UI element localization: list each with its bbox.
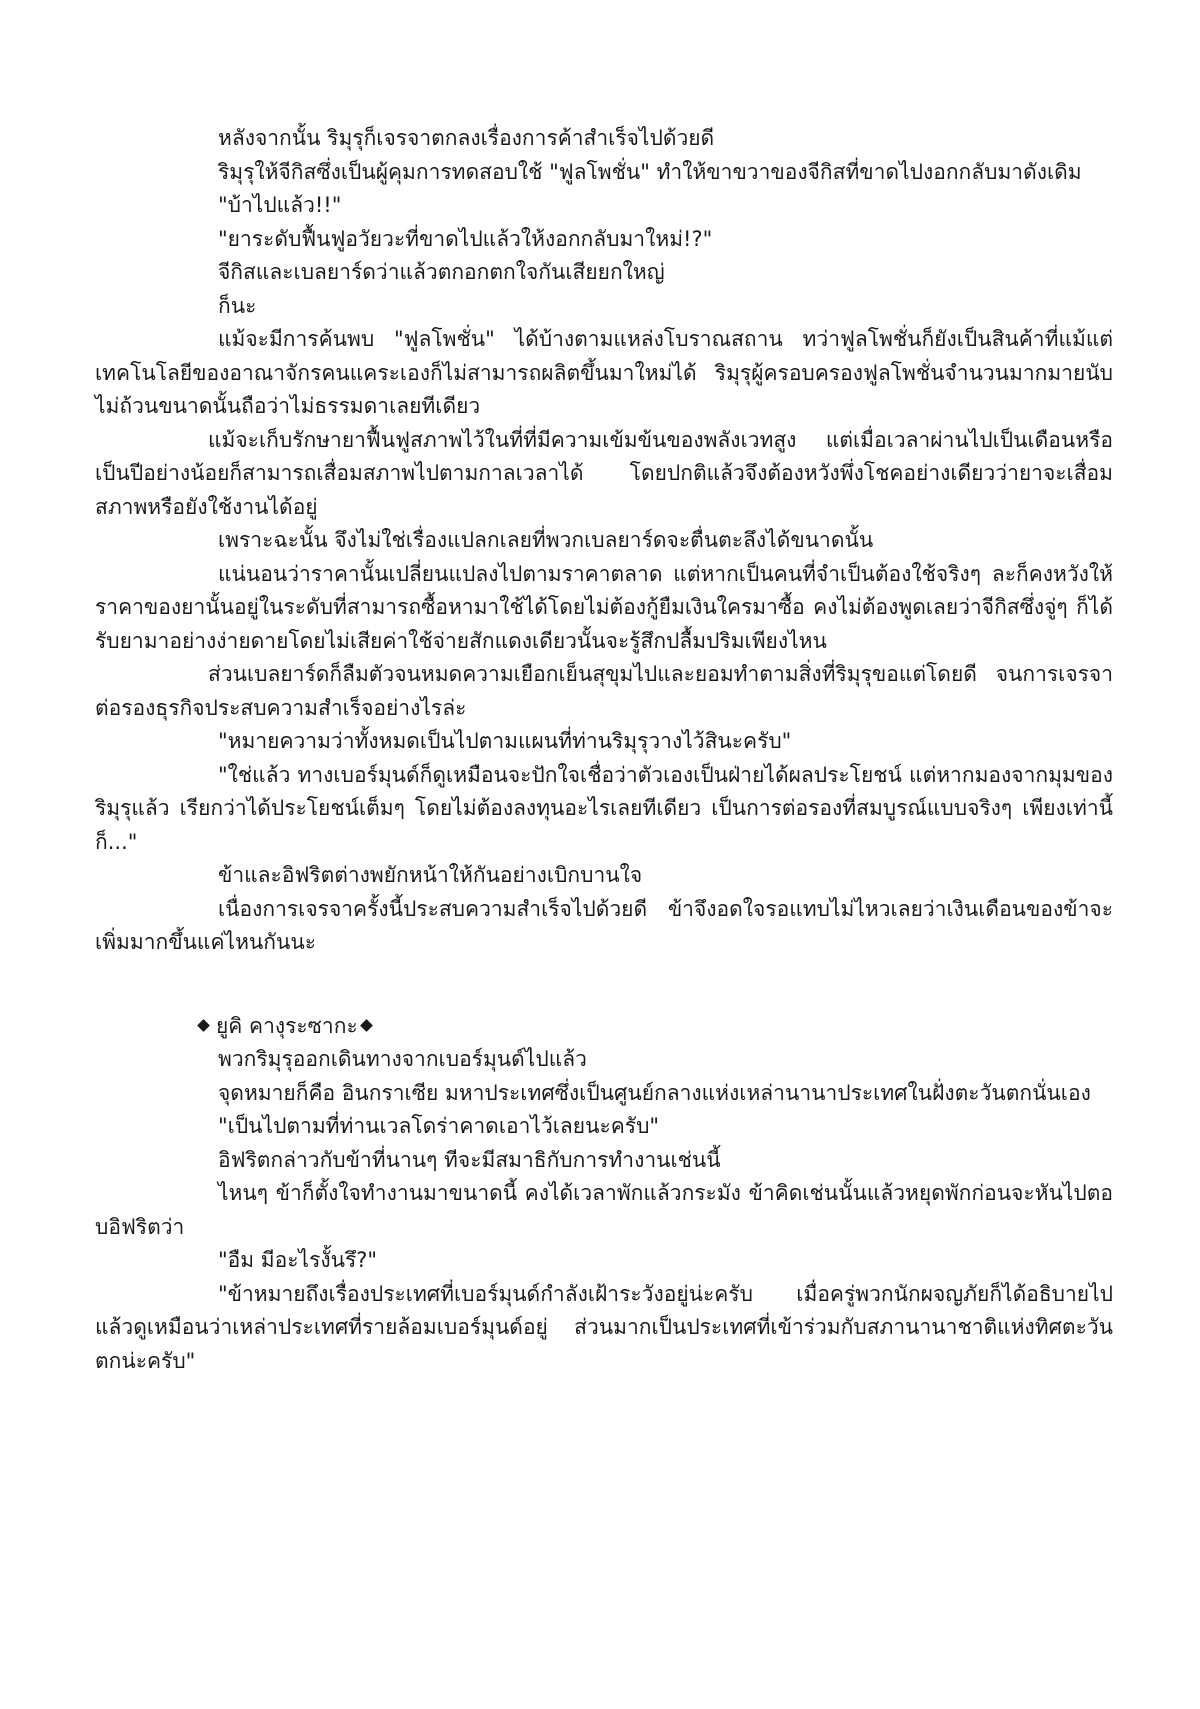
paragraph: หลังจากนั้น ริมุรุก็เจรจาตกลงเรื่องการค้าสำเร็จไปด้วยดี xyxy=(218,126,715,150)
paragraph: เนื่องการเจรจาครั้งนี้ประสบความสำเร็จไปด้วยดี ข้าจึงอดใจรอแทบไม่ไหวเลยว่าเงินเดือนของข้าจะเพิ่มมากขึ้นแค่ไหนกันนะ xyxy=(95,896,1113,954)
scene-heading xyxy=(95,1010,1113,1044)
paragraph: อิฟริตกล่าวกับข้าที่นานๆ ทีจะมีสมาธิกับการทำงานเช่นนี้ xyxy=(218,1147,721,1172)
paragraph: จุดหมายก็คือ อินกราเซีย มหาประเทศซึ่งเป็นศูนย์กลางแห่งเหล่านานาประเทศในฝั่งตะวันตกนั่นเอง xyxy=(218,1080,1091,1105)
paragraph: แม้จะเก็บรักษายาฟื้นฟูสภาพไว้ในที่ที่มีความเข้มข้นของพลังเวทสูง แต่เมื่อเวลาผ่านไปเป็นเดือนหรือเป็นปีอย่างน้อยก็สามารถเสื่อมสภาพไปตามกาลเวลาได้ โดยปกติแล้วจึงต้องหวังพึ่งโชคอย่างเดียวว่ายาจะเสื่อมสภาพหรือยังใช้งานได้อยู่ xyxy=(95,427,1113,519)
document-page xyxy=(95,122,1113,1378)
paragraph: แม้จะมีการค้นพบ "ฟูลโพชั่น" ได้บ้างตามแหล่งโบราณสถาน ทว่าฟูลโพชั่นก็ยังเป็นสินค้าที่แม้แต่เทคโนโลยีของอาณาจักรคนแคระเองก็ไม่สามารถผลิตขึ้นมาใหม่ได้ ริมุรุผู้ครอบครองฟูลโพชั่นจำนวนมากมายนับไม่ถ้วนขนาดนั้นถือว่าไม่ธรรมดาเลยทีเดียว xyxy=(95,327,1113,418)
paragraph: แน่นอนว่าราคานั้นเปลี่ยนแปลงไปตามราคาตลาด แต่หากเป็นคนที่จำเป็นต้องใช้จริงๆ ละก็คงหวังให้ราคาของยานั้นอยู่ในระดับที่สามารถซื้อหามาใช้ได้โดยไม่ต้องกู้ยืมเงินใครมาซื้อ คงไม่ต้องพูดเลยว่าจีกิสซึ่งจู่ๆ ก็ได้รับยามาอย่างง่ายดายโดยไม่เสียค่าใช้จ่ายสักแดงเดียวนั้นจะรู้สึกปลื้มปริมเพียงไหน xyxy=(95,561,1113,653)
paragraph: ส่วนเบลยาร์ดก็ลืมตัวจนหมดความเยือกเย็นสุขุมไปและยอมทำตามสิ่งที่ริมุรุขอแต่โดยดี จนการเจรจาต่อรองธุรกิจประสบความสำเร็จอย่างไรล่ะ xyxy=(95,662,1113,720)
paragraph: ริมุรุให้จีกิสซึ่งเป็นผู้คุมการทดสอบใช้ "ฟูลโพชั่น" ทำให้ขาขวาของจีกิสที่ขาดไปงอกกลับมาดังเดิม xyxy=(218,159,1082,184)
dialogue-line: "บ้าไปแล้ว!!" xyxy=(218,193,342,217)
paragraph: ข้าและอิฟริตต่างพยักหน้าให้กันอย่างเบิกบานใจ xyxy=(218,863,643,887)
paragraph: ไหนๆ ข้าก็ตั้งใจทำงานมาขนาดนี้ คงได้เวลาพักแล้วกระมัง ข้าคิดเช่นนั้นแล้วหยุดพักก่อนจะหันไปตอบอิฟริตว่า xyxy=(95,1181,1113,1239)
paragraph: ก็นะ xyxy=(218,293,257,318)
dialogue-line: "เป็นไปตามที่ท่านเวลโดร่าคาดเอาไว้เลยนะครับ" xyxy=(218,1114,660,1138)
dialogue-line: "ข้าหมายถึงเรื่องประเทศที่เบอร์มุนด์กำลังเฝ้าระวังอยู่น่ะครับ เมื่อครู่พวกนักผจญภัยก็ได้อธิบายไปแล้วดูเหมือนว่าเหล่าประเทศที่รายล้อมเบอร์มุนด์อยู่ ส่วนมากเป็นประเทศที่เข้าร่วมกับสภานานาชาติแห่งทิศตะวันตกน่ะครับ" xyxy=(95,1281,1113,1373)
paragraph: พวกริมุรุออกเดินทางจากเบอร์มุนด์ไปแล้ว xyxy=(218,1047,587,1071)
diamond-bullet-icon xyxy=(360,1019,373,1032)
scene-heading-text: ยูคิ คางุระซากะ xyxy=(216,1013,358,1038)
dialogue-line: "อืม มีอะไรงั้นรึ?" xyxy=(218,1248,378,1272)
dialogue-line: "หมายความว่าทั้งหมดเป็นไปตามแผนที่ท่านริมุรุวางไว้สินะครับ" xyxy=(218,729,792,753)
dialogue-line: "ใช่แล้ว ทางเบอร์มุนด์ก็ดูเหมือนจะปักใจเชื่อว่าตัวเองเป็นฝ่ายได้ผลประโยชน์ แต่หากมองจากมุมของริมุรุแล้ว เรียกว่าได้ประโยชน์เต็มๆ โดยไม่ต้องลงทุนอะไรเลยทีเดียว เป็นการต่อรองที่สมบูรณ์แบบจริงๆ เพียงเท่านี้ก็..." xyxy=(95,762,1113,854)
dialogue-line: "ยาระดับฟื้นฟูอวัยวะที่ขาดไปแล้วให้งอกกลับมาใหม่!?" xyxy=(218,226,713,251)
section-gap xyxy=(95,960,1113,1010)
paragraph: เพราะฉะนั้น จึงไม่ใช่เรื่องแปลกเลยที่พวกเบลยาร์ดจะตื่นตะลึงได้ขนาดนั้น xyxy=(218,528,874,552)
paragraph: จีกิสและเบลยาร์ดว่าแล้วตกอกตกใจกันเสียยกใหญ่ xyxy=(218,260,665,284)
diamond-bullet-icon xyxy=(197,1019,210,1032)
